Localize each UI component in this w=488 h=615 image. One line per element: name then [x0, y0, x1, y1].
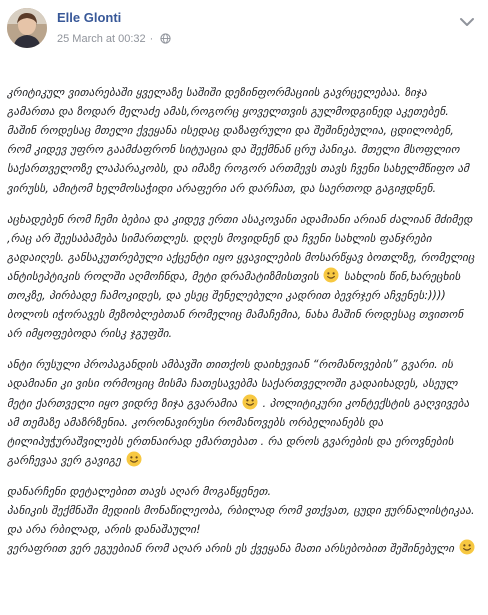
paragraph-text: აცხადებენ რომ ჩემი ბებია და კიდევ ერთი ასაკოვანი ადამიანი არიან ძალიან მძიმედ ,რაც არ შეესაბამება სიმართლეს. დღეს მოვიდნენ და ჩვენი სახლის ფანჯრები გადაიღეს. განსაკუთრებული აქცენტი იყო ყვავილების მოსარწყავ ბოთლზე, რომელიც ანტისეპტიკის როლში აღმოჩნდა, მეტი დრამატიზმისთვის	[7, 212, 475, 283]
slightly-smiling-face-icon	[242, 394, 258, 410]
post-paragraph	[7, 64, 477, 198]
post-meta	[57, 31, 171, 45]
author-name[interactable]: Elle Glonti	[57, 10, 122, 25]
paragraph-text: . პოლიტიკური კონტექსტის გაღვივება ამ თემაზე ამაზრზენია. კორონავირუსი რომანოვებს ორბელიანებს და ტილიპუჭურაშვილებს ერთნაირად ემართებათ . რა დროს გვარების და ეროვნების გარჩევაა ვერ გავიგე	[7, 396, 470, 467]
meta-separator: ·	[149, 33, 154, 45]
avatar[interactable]	[7, 8, 47, 48]
paragraph-text: დანარჩენი დეტალებით თავს აღარ მოგაწყენეთ. პანიკის შექმნაში მედიის მონაწილეობა, რბილად რომ ვთქვათ, ცუდი ჟურნალისტიკაა. და არა რბილად, არის დანაშაული! ვერაფრით ვერ ეგუებიან რომ აღარ არის ეს ქვეყანა მათი არსებობით შეშინებული	[7, 484, 475, 556]
chevron-down-icon[interactable]	[456, 14, 478, 28]
slightly-smiling-face-icon	[459, 539, 475, 555]
paragraph-text: სახლის წინ,ხარეცხის თოკზე, პირბადე ჩამოკიდეს, და ესეც შენელებული კადრით ბევრჯერ აჩვენეს:)))) ბოლოს იჭორავეს მეზობლებთან რომელიც მამაჩემია, ნახა მაშინ როდესაც თვითონ არ იმყოფებოდა რისკ ჯგუფში.	[7, 269, 464, 341]
post-paragraph	[7, 355, 477, 470]
post-paragraph	[7, 482, 477, 558]
post-header	[0, 0, 488, 56]
post-paragraph	[7, 210, 477, 344]
paragraph-text: კრიტიკულ ვითარებაში ყველაზე საშიში დეზინფორმაციის გავრცელებაა. ზიჯა გამართა და ზოდარ მელაძე ამას,როგორც ყოველთვის გულმოდგინედ აკეთებენ. მაშინ როდესაც მთელი ქვეყანა ისედაც დაზაფრული და შეშინებულია, ცდილობენ, რომ კიდევ უფრო გაამძაფრონ სიტუაცია და შექმნან ცრუ პანიკა. მთელი მსოფლიო საქართველოზე ლაპარაკობს, და იმაზე როგორ ართმევს თავს ჩვენი სახელმწიფო ამ ვირუსს, ამიტომ ხელმოსაჭიდი არაფერი არ დარჩათ, და საერთოდ გაგიჟდნენ.	[7, 86, 470, 195]
paragraph-text: ანტი რუსული პროპაგანდის ამბავში თითქოს დაიხევიან “რომანოვების” გვარი. ის ადამიანი კი ვისი ორმოციც მისმა ჩათესავებმა საქართველოში გადაიხადეს, ასეულ მეტი ქართველი იყო ვიდრე ზიჯა გვარამია	[7, 358, 458, 410]
post-body	[7, 64, 477, 558]
avatar-image	[7, 8, 47, 48]
post-timestamp[interactable]: 25 March at 00:32	[57, 33, 146, 45]
slightly-smiling-face-icon	[323, 267, 339, 283]
globe-icon[interactable]	[157, 35, 171, 47]
slightly-smiling-face-icon	[126, 451, 142, 467]
